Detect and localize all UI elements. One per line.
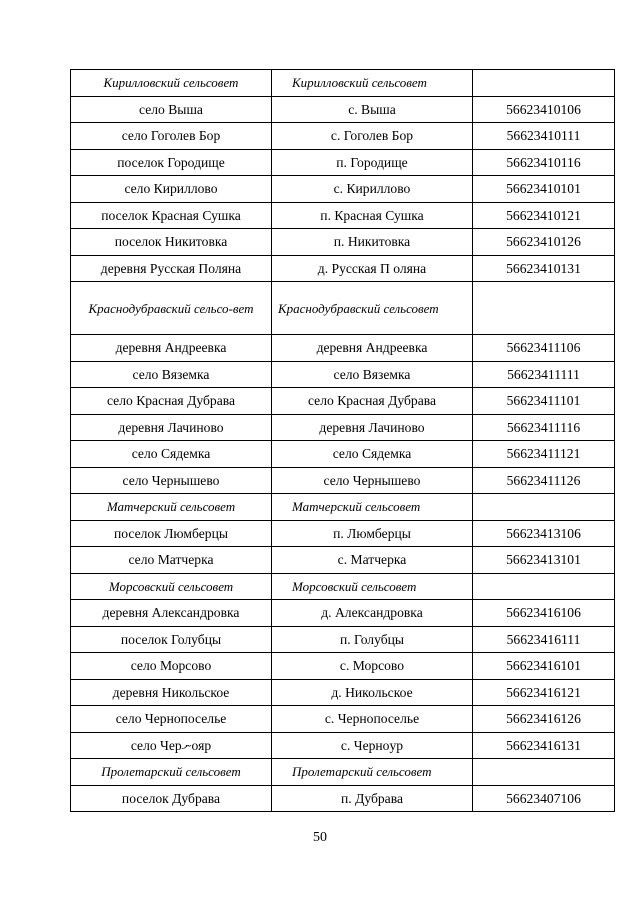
table-row [71,229,615,256]
short-name-cell: село Вяземка [272,361,473,388]
short-name-cell: д. Никольское [272,679,473,706]
settlement-name-cell: село Матчерка [71,547,272,574]
oktmo-code-cell [473,759,615,786]
table-row [71,467,615,494]
short-name-cell: с. Гоголев Бор [272,123,473,150]
settlement-name-cell: село Кириллово [71,176,272,203]
table-row [71,706,615,733]
settlement-name-cell: поселок Городище [71,149,272,176]
short-name-cell: п. Люмберцы [272,520,473,547]
settlement-name-cell: Пролетарский сельсовет [71,759,272,786]
settlement-name-cell: деревня Никольское [71,679,272,706]
settlement-name-cell: деревня Александровка [71,600,272,627]
oktmo-code-cell: 56623411111 [473,361,615,388]
oktmo-code-cell: 56623416111 [473,626,615,653]
short-name-cell: д. Александровка [272,600,473,627]
table-row [71,600,615,627]
table-row [71,96,615,123]
oktmo-code-cell: 56623410106 [473,96,615,123]
settlement-name-cell: село Выша [71,96,272,123]
short-name-cell: с. Черноyp [272,732,473,759]
oktmo-code-cell [473,282,615,335]
oktmo-code-cell: 56623410111 [473,123,615,150]
group-header-row [71,573,615,600]
table-row [71,202,615,229]
table-row [71,255,615,282]
settlement-name-cell: село Сядемка [71,441,272,468]
oktmo-code-cell: 56623411116 [473,414,615,441]
settlement-name-cell: Матчерский сельсовет [71,494,272,521]
short-name-cell: с. Морсово [272,653,473,680]
settlement-name-cell: село Черނояр [71,732,272,759]
settlement-name-cell: поселок Голубцы [71,626,272,653]
short-name-cell: п. Никитовка [272,229,473,256]
group-header-row [71,282,615,335]
short-name-cell: п. Городище [272,149,473,176]
table-row [71,626,615,653]
oktmo-code-cell: 56623410116 [473,149,615,176]
short-name-cell: Пролетарский сельсовет [272,759,473,786]
settlement-name-cell: деревня Русская Поляна [71,255,272,282]
table-row [71,732,615,759]
group-header-row [71,759,615,786]
oktmo-code-cell: 56623410126 [473,229,615,256]
group-header-row [71,494,615,521]
oktmo-code-cell: 56623407106 [473,785,615,812]
oktmo-code-cell: 56623411101 [473,388,615,415]
oktmo-code-cell: 56623410121 [473,202,615,229]
short-name-cell: деревня Андреевка [272,335,473,362]
table-row [71,785,615,812]
settlement-name-cell: деревня Андреевка [71,335,272,362]
short-name-cell: с. Выша [272,96,473,123]
oktmo-code-cell [473,70,615,97]
settlements-table [70,69,615,812]
table-row [71,149,615,176]
short-name-cell: деревня Лачиново [272,414,473,441]
settlement-name-cell: село Морсово [71,653,272,680]
short-name-cell: Кирилловский сельсовет [272,70,473,97]
table-body [71,70,615,812]
oktmo-code-cell: 56623410131 [473,255,615,282]
settlement-name-cell: Кирилловский сельсовет [71,70,272,97]
settlement-name-cell: Морсовский сельсовет [71,573,272,600]
settlement-name-cell: село Красная Дубрава [71,388,272,415]
short-name-cell: Матчерский сельсовет [272,494,473,521]
short-name-cell: п. Дубрава [272,785,473,812]
table-row [71,361,615,388]
oktmo-code-cell [473,573,615,600]
table-row [71,520,615,547]
short-name-cell: село Чернышево [272,467,473,494]
page-number: 50 [313,830,327,845]
table-row [71,441,615,468]
oktmo-code-cell: 56623416106 [473,600,615,627]
short-name-cell: с. Кириллово [272,176,473,203]
oktmo-code-cell: 56623411126 [473,467,615,494]
short-name-cell: д. Русская П оляна [272,255,473,282]
oktmo-code-cell: 56623413101 [473,547,615,574]
settlement-name-cell: село Вяземка [71,361,272,388]
settlement-name-cell: село Чернопоселье [71,706,272,733]
short-name-cell: Морсовский сельсовет [272,573,473,600]
settlement-name-cell: Краснодубравский сельсо-вет [71,282,272,335]
settlement-name-cell: село Гоголев Бор [71,123,272,150]
settlement-name-cell: поселок Дубрава [71,785,272,812]
table-row [71,547,615,574]
settlement-name-cell: село Чернышево [71,467,272,494]
short-name-cell: село Красная Дубрава [272,388,473,415]
settlement-name-cell: деревня Лачиново [71,414,272,441]
table-row [71,653,615,680]
short-name-cell: п. Голубцы [272,626,473,653]
settlement-name-cell: поселок Люмберцы [71,520,272,547]
short-name-cell: Краснодубравский сельсовет [272,282,473,335]
table-row [71,123,615,150]
short-name-cell: с. Чернопоселье [272,706,473,733]
oktmo-code-cell: 56623413106 [473,520,615,547]
table-row [71,335,615,362]
oktmo-code-cell: 56623416131 [473,732,615,759]
oktmo-code-cell: 56623410101 [473,176,615,203]
oktmo-code-cell: 56623416126 [473,706,615,733]
oktmo-code-cell: 56623416121 [473,679,615,706]
group-header-row [71,70,615,97]
oktmo-code-cell: 56623411121 [473,441,615,468]
short-name-cell: с. Матчерка [272,547,473,574]
oktmo-code-cell: 56623416101 [473,653,615,680]
table-row [71,388,615,415]
short-name-cell: село Сядемка [272,441,473,468]
table-row [71,176,615,203]
table-row [71,679,615,706]
settlement-name-cell: поселок Никитовка [71,229,272,256]
oktmo-code-cell: 56623411106 [473,335,615,362]
table-row [71,414,615,441]
oktmo-code-cell [473,494,615,521]
settlement-name-cell: поселок Красная Сушка [71,202,272,229]
short-name-cell: п. Красная Сушка [272,202,473,229]
